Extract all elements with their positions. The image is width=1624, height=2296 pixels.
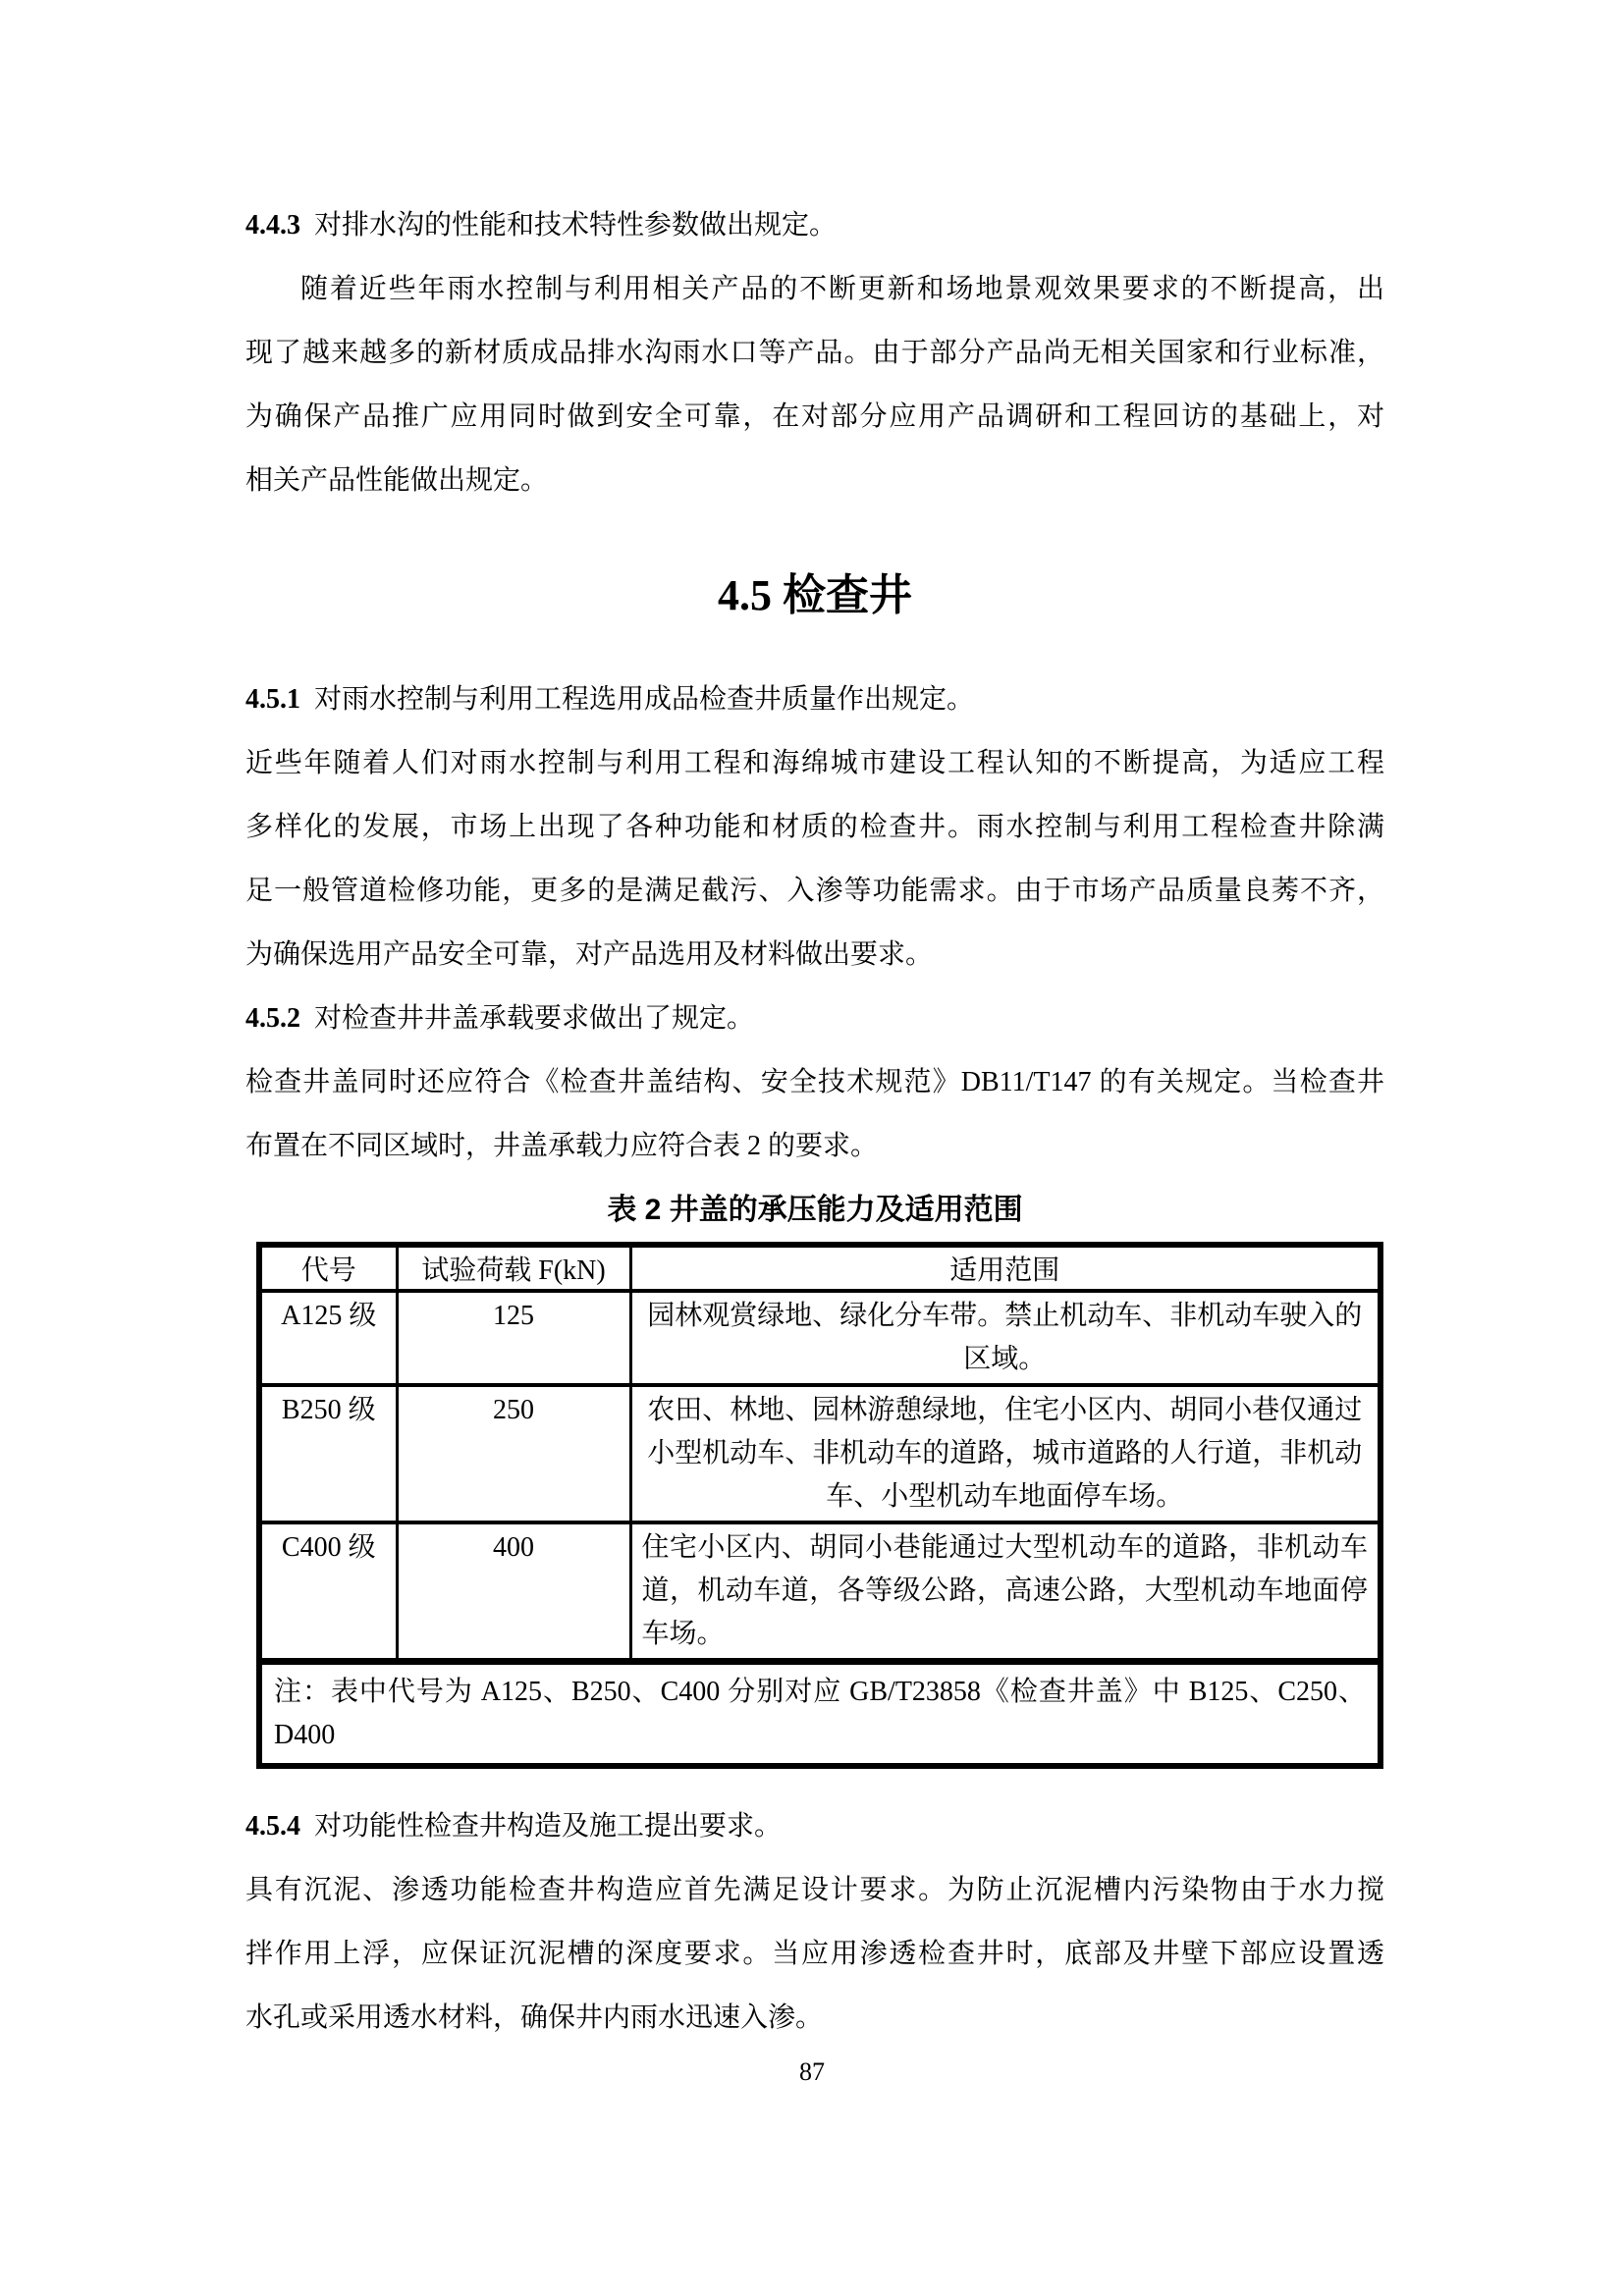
cell-code-b250: B250 级 bbox=[259, 1385, 397, 1522]
header-scope: 适用范围 bbox=[630, 1245, 1380, 1291]
para-451-line-3: 足一般管道检修功能，更多的是满足截污、入渗等功能需求。由于市场产品质量良莠不齐， bbox=[245, 876, 1384, 906]
cell-scope-c400: 住宅小区内、胡同小巷能通过大型机动车的道路，非机动车道，机动车道，各等级公路，高速公路，大型机动车地面停车场。 bbox=[630, 1522, 1380, 1662]
para-451-line-4: 为确保选用产品安全可靠，对产品选用及材料做出要求。 bbox=[245, 939, 934, 970]
section-451-number: 4.5.1 bbox=[245, 684, 300, 715]
section-454-title: 对功能性检查井构造及施工提出要求。 bbox=[314, 1811, 783, 1842]
section-454-heading bbox=[245, 1794, 1384, 1858]
section-452-number: 4.5.2 bbox=[245, 1003, 300, 1034]
header-code: 代号 bbox=[259, 1245, 397, 1291]
cell-load-a125: 125 bbox=[397, 1291, 630, 1385]
cell-code-c400: C400 级 bbox=[259, 1522, 397, 1662]
para-451-line-2: 多样化的发展，市场上出现了各种功能和材质的检查井。雨水控制与利用工程检查井除满 bbox=[245, 812, 1384, 842]
para-443-line-4: 相关产品性能做出规定。 bbox=[245, 465, 549, 496]
para-443-line-1: 随着近些年雨水控制与利用相关产品的不断更新和场地景观效果要求的不断提高，出 bbox=[300, 274, 1384, 304]
cell-scope-a125: 园林观赏绿地、绿化分车带。禁止机动车、非机动车驶入的区域。 bbox=[630, 1291, 1380, 1385]
table-row-c400 bbox=[259, 1522, 1380, 1662]
cell-load-c400: 400 bbox=[397, 1522, 630, 1662]
table-row-a125 bbox=[259, 1291, 1380, 1385]
para-443-line-2: 现了越来越多的新材质成品排水沟雨水口等产品。由于部分产品尚无相关国家和行业标准， bbox=[245, 338, 1384, 368]
section-443-number: 4.4.3 bbox=[245, 210, 300, 240]
table-title: 表 2 井盖的承压能力及适用范围 bbox=[607, 1194, 1023, 1226]
section-452-heading bbox=[245, 987, 1384, 1050]
header-test-load: 试验荷载 F(kN) bbox=[397, 1245, 630, 1291]
table-row-b250 bbox=[259, 1385, 1380, 1522]
manhole-cover-capacity-table bbox=[256, 1242, 1383, 1769]
section-443-title: 对排水沟的性能和技术特性参数做出规定。 bbox=[314, 210, 838, 240]
para-454-line-2: 拌作用上浮，应保证沉泥槽的深度要求。当应用渗透检查井时，底部及井壁下部应设置透 bbox=[245, 1939, 1384, 1969]
section-443-heading bbox=[245, 193, 1384, 257]
para-451-line-1: 近些年随着人们对雨水控制与利用工程和海绵城市建设工程认知的不断提高，为适应工程 bbox=[245, 748, 1384, 778]
para-454-line-1: 具有沉泥、渗透功能检查井构造应首先满足设计要求。为防止沉泥槽内污染物由于水力搅 bbox=[245, 1875, 1384, 1905]
page-content bbox=[245, 193, 1384, 2050]
section-454-number: 4.5.4 bbox=[245, 1811, 300, 1842]
section-451-heading bbox=[245, 667, 1384, 731]
table-note-row bbox=[259, 1662, 1380, 1767]
section-452-title: 对检查井井盖承载要求做出了规定。 bbox=[314, 1003, 755, 1034]
cell-load-b250: 250 bbox=[397, 1385, 630, 1522]
table-note: 注：表中代号为 A125、B250、C400 分别对应 GB/T23858《检查井盖》中 B125、C250、D400 bbox=[259, 1662, 1380, 1767]
section-451-title: 对雨水控制与利用工程选用成品检查井质量作出规定。 bbox=[314, 684, 975, 715]
page-number: 87 bbox=[799, 2057, 825, 2086]
para-443-line-3: 为确保产品推广应用同时做到安全可靠，在对部分应用产品调研和工程回访的基础上，对 bbox=[245, 401, 1384, 432]
cell-code-a125: A125 级 bbox=[259, 1291, 397, 1385]
para-452-line-1: 检查井盖同时还应符合《检查井盖结构、安全技术规范》DB11/T147 的有关规定。当检查井 bbox=[245, 1067, 1384, 1097]
section-45-heading: 4.5 检查井 bbox=[718, 571, 912, 619]
para-452-line-2: 布置在不同区域时，井盖承载力应符合表 2 的要求。 bbox=[245, 1131, 879, 1161]
cell-scope-b250: 农田、林地、园林游憩绿地，住宅小区内、胡同小巷仅通过小型机动车、非机动车的道路，城市道路的人行道，非机动车、小型机动车地面停车场。 bbox=[630, 1385, 1380, 1522]
table-header-row bbox=[259, 1245, 1380, 1291]
para-454-line-3: 水孔或采用透水材料，确保井内雨水迅速入渗。 bbox=[245, 2002, 824, 2033]
